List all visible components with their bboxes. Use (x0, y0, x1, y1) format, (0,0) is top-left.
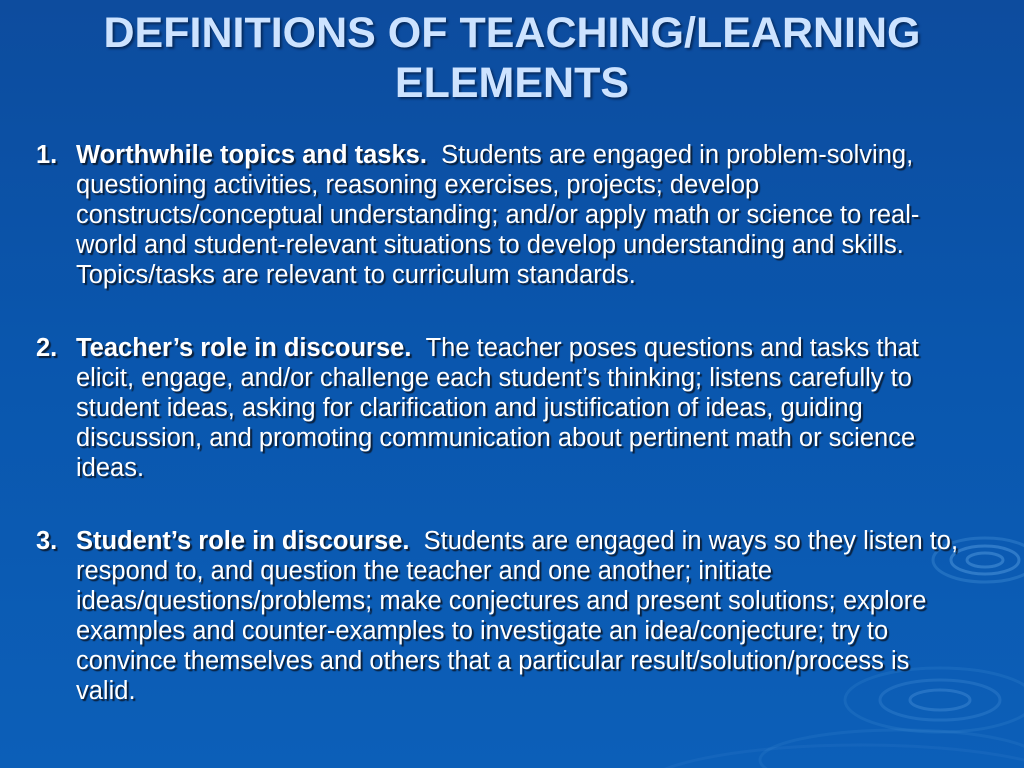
item-number: 3. (36, 527, 58, 555)
slide-title (0, 8, 1024, 108)
item-text: Students are engaged in problem-solving, questioning activities, reasoning exercises, projects; develop constructs/conceptual understanding; and/or apply math or science to real-world and student-relevant situations to develop understanding and skills. Topics/tasks are relevant to curriculum standards. (76, 141, 920, 289)
slide-title-line-1: DEFINITIONS OF TEACHING/LEARNING (103, 9, 921, 57)
item-heading: Worthwhile topics and tasks. (76, 141, 427, 169)
list-item (36, 526, 976, 706)
item-number: 2. (36, 334, 58, 362)
definitions-list (36, 140, 976, 749)
list-item (36, 140, 976, 290)
item-text: Students are engaged in ways so they listen to, respond to, and question the teacher and one another; initiate ideas/questions/problems; make conjectures and present solutions; explore examples and counter-examples to investigate an idea/conjecture; try to convince themselves and others that a particular result/solution/process is valid. (76, 527, 959, 705)
item-text: The teacher poses questions and tasks that elicit, engage, and/or challenge each student’s thinking; listens carefully to student ideas, asking for clarification and justification of ideas, guiding discussion, and promoting communication about pertinent math or science ideas. (76, 334, 919, 482)
list-item (36, 333, 976, 483)
item-heading: Teacher’s role in discourse. (76, 334, 412, 362)
item-number: 1. (36, 141, 58, 169)
slide-title-line-2: ELEMENTS (394, 59, 630, 107)
item-heading: Student’s role in discourse. (76, 527, 410, 555)
